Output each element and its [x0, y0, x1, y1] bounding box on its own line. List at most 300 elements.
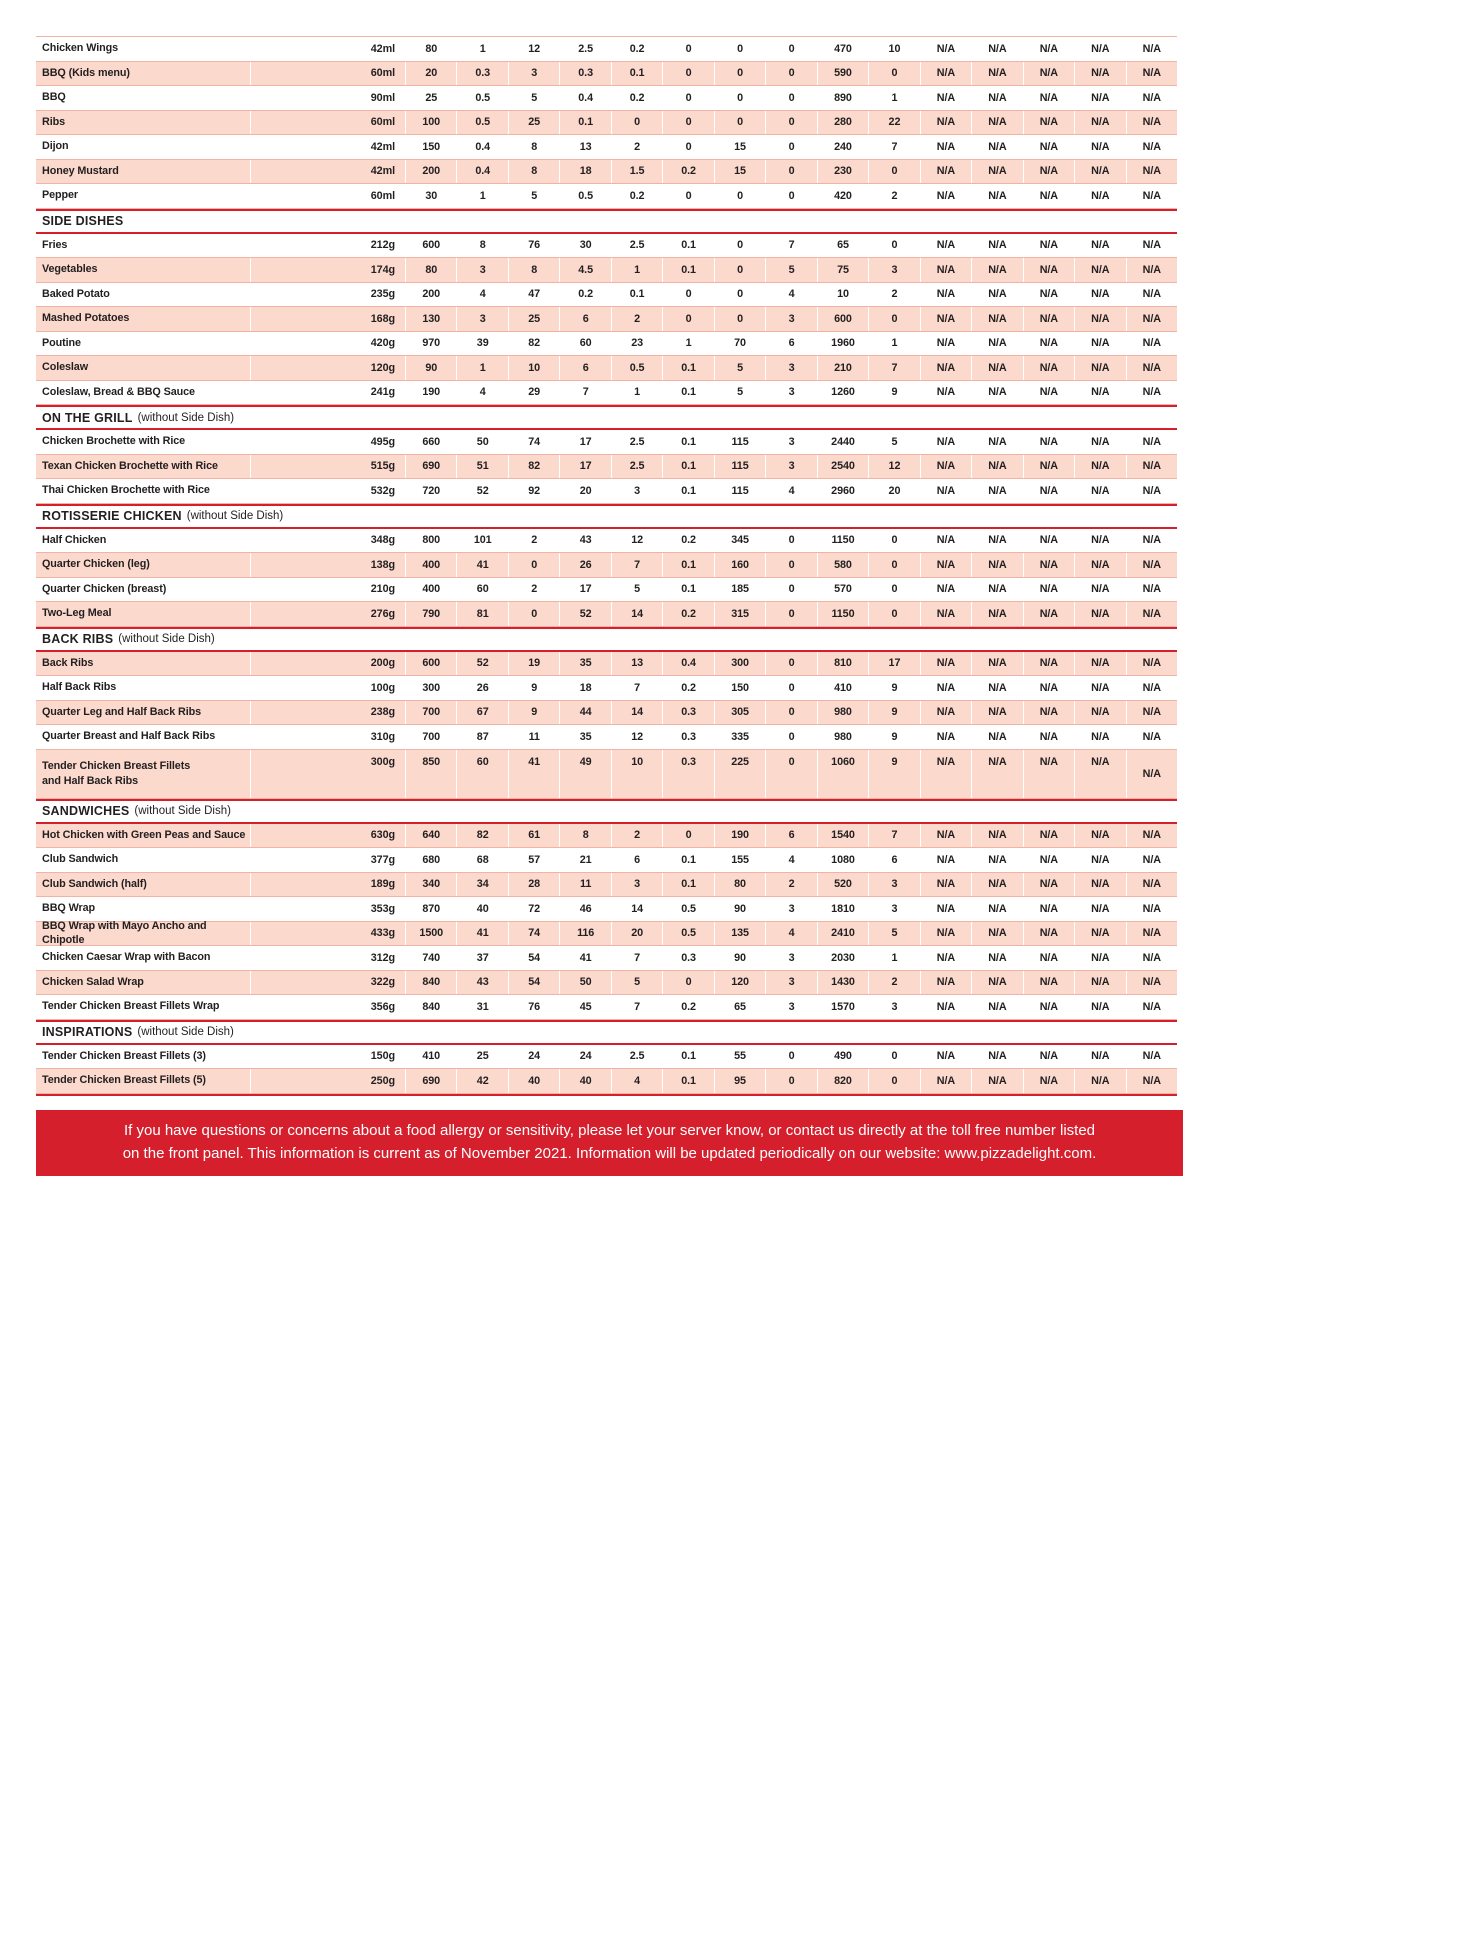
nutrient-value-cell: 10	[817, 283, 868, 307]
table-row	[36, 234, 1177, 259]
nutrient-value-cell: N/A	[971, 995, 1022, 1019]
nutrient-value-cell: N/A	[1126, 676, 1177, 700]
nutrient-value-cell: 3	[765, 307, 816, 331]
nutrient-value-cell: 7	[868, 135, 919, 159]
nutrient-value-cell: 3	[456, 258, 507, 282]
nutrient-value-cell: N/A	[1023, 160, 1074, 184]
nutrient-value-cell: 52	[559, 602, 610, 626]
nutrient-value-cell: 520	[817, 873, 868, 897]
nutrient-value-cell: 25	[405, 86, 456, 110]
nutrient-value-cell: N/A	[971, 725, 1022, 749]
nutrient-value-cell: 600	[405, 652, 456, 676]
nutrient-value-cell: N/A	[1023, 529, 1074, 553]
nutrient-value-cell: N/A	[1074, 750, 1125, 798]
table-row	[36, 37, 1177, 62]
serving-size-cell: 312g	[250, 946, 405, 970]
nutrient-value-cell: 12	[611, 529, 662, 553]
nutrient-value-cell: 5	[508, 86, 559, 110]
nutrient-value-cell: 26	[456, 676, 507, 700]
nutrient-value-cell: 31	[456, 995, 507, 1019]
nutrient-value-cell: N/A	[920, 1069, 971, 1093]
nutrient-value-cell: 19	[508, 652, 559, 676]
serving-size-cell: 356g	[250, 995, 405, 1019]
nutrient-value-cell: 0.4	[662, 652, 713, 676]
nutrient-value-cell: 70	[714, 332, 765, 356]
item-name: Vegetables	[42, 263, 98, 276]
nutrient-value-cell: 0.1	[662, 234, 713, 258]
nutrient-value-cell: N/A	[1023, 62, 1074, 86]
nutrient-value-cell: N/A	[971, 873, 1022, 897]
nutrient-value-cell: 67	[456, 701, 507, 725]
nutrient-value-cell: 3	[765, 971, 816, 995]
nutrient-value-cell: 0.1	[662, 258, 713, 282]
nutrient-value-cell: 210	[817, 356, 868, 380]
nutrient-value-cell: 25	[456, 1045, 507, 1069]
serving-size-cell: 322g	[250, 971, 405, 995]
nutrient-value-cell: 40	[456, 897, 507, 921]
nutrient-value-cell: 0.3	[662, 946, 713, 970]
table-row	[36, 529, 1177, 554]
nutrient-value-cell: 1150	[817, 602, 868, 626]
nutrient-value-cell: 95	[714, 1069, 765, 1093]
nutrient-value-cell: 0.5	[559, 184, 610, 208]
nutrient-value-cell: N/A	[1126, 135, 1177, 159]
nutrient-value-cell: N/A	[971, 111, 1022, 135]
nutrient-value-cell: 7	[611, 946, 662, 970]
item-name: Pepper	[42, 189, 79, 202]
nutrition-table	[36, 36, 1177, 1096]
nutrient-value-cell: 35	[559, 652, 610, 676]
table-row	[36, 1069, 1177, 1094]
nutrient-value-cell: 15	[714, 160, 765, 184]
nutrient-value-cell: 0	[765, 578, 816, 602]
nutrient-value-cell: 54	[508, 971, 559, 995]
nutrient-value-cell: N/A	[1126, 283, 1177, 307]
table-row	[36, 283, 1177, 308]
section-header-row	[36, 799, 1177, 824]
nutrient-value-cell: N/A	[971, 578, 1022, 602]
nutrient-value-cell: N/A	[1023, 356, 1074, 380]
nutrient-value-cell: 115	[714, 455, 765, 479]
nutrient-value-cell: N/A	[1074, 578, 1125, 602]
nutrient-value-cell: 9	[868, 725, 919, 749]
nutrient-value-cell: 0.1	[662, 873, 713, 897]
nutrient-value-cell: 61	[508, 824, 559, 848]
nutrient-value-cell: 72	[508, 897, 559, 921]
nutrient-value-cell: N/A	[920, 258, 971, 282]
nutrient-value-cell: 90	[714, 897, 765, 921]
serving-size-cell: 310g	[250, 725, 405, 749]
nutrient-value-cell: 4	[611, 1069, 662, 1093]
serving-size-cell: 42ml	[250, 160, 405, 184]
serving-size-cell: 515g	[250, 455, 405, 479]
nutrient-value-cell: 4	[765, 283, 816, 307]
nutrient-value-cell: N/A	[1023, 258, 1074, 282]
section-header-row	[36, 209, 1177, 234]
nutrient-value-cell: N/A	[1126, 701, 1177, 725]
nutrient-value-cell: 0	[662, 307, 713, 331]
nutrient-value-cell: N/A	[1126, 1069, 1177, 1093]
nutrient-value-cell: 0.1	[662, 1045, 713, 1069]
nutrient-value-cell: N/A	[1074, 135, 1125, 159]
nutrient-value-cell: 890	[817, 86, 868, 110]
serving-size-cell: 60ml	[250, 62, 405, 86]
nutrient-value-cell: 7	[611, 553, 662, 577]
nutrient-value-cell: 3	[765, 430, 816, 454]
nutrient-value-cell: 0	[714, 258, 765, 282]
nutrient-value-cell: N/A	[1074, 86, 1125, 110]
nutrient-value-cell: 10	[508, 356, 559, 380]
item-name: Club Sandwich	[42, 853, 119, 866]
nutrient-value-cell: 2	[611, 307, 662, 331]
nutrient-value-cell: 0.2	[662, 676, 713, 700]
nutrient-value-cell: 3	[765, 897, 816, 921]
nutrient-value-cell: 2.5	[611, 455, 662, 479]
nutrient-value-cell: 22	[868, 111, 919, 135]
nutrient-value-cell: 10	[611, 750, 662, 798]
nutrient-value-cell: N/A	[1126, 455, 1177, 479]
nutrient-value-cell: N/A	[1074, 971, 1125, 995]
serving-size-cell: 235g	[250, 283, 405, 307]
nutrient-value-cell: 45	[559, 995, 610, 1019]
nutrient-value-cell: 2410	[817, 922, 868, 946]
nutrient-value-cell: N/A	[1074, 602, 1125, 626]
nutrient-value-cell: N/A	[920, 971, 971, 995]
item-name: Quarter Leg and Half Back Ribs	[42, 705, 201, 718]
nutrient-value-cell: 0	[662, 971, 713, 995]
serving-size-cell: 168g	[250, 307, 405, 331]
nutrient-value-cell: 9	[868, 750, 919, 798]
nutrient-value-cell: 0	[714, 37, 765, 61]
nutrient-value-cell: N/A	[1074, 111, 1125, 135]
table-row	[36, 135, 1177, 160]
nutrient-value-cell: 2.5	[611, 234, 662, 258]
nutrient-value-cell: 87	[456, 725, 507, 749]
nutrient-value-cell: 29	[508, 381, 559, 405]
item-name: BBQ Wrap	[42, 902, 95, 915]
nutrient-value-cell: N/A	[1023, 332, 1074, 356]
nutrient-value-cell: 35	[559, 725, 610, 749]
item-name: Quarter Chicken (leg)	[42, 558, 150, 571]
nutrient-value-cell: N/A	[1023, 553, 1074, 577]
nutrient-value-cell: 600	[817, 307, 868, 331]
nutrient-value-cell: N/A	[971, 602, 1022, 626]
nutrient-value-cell: N/A	[1074, 824, 1125, 848]
table-row	[36, 578, 1177, 603]
nutrient-value-cell: 52	[456, 479, 507, 503]
nutrient-value-cell: 1	[611, 258, 662, 282]
nutrient-value-cell: 0	[662, 283, 713, 307]
item-name: Texan Chicken Brochette with Rice	[42, 459, 218, 472]
item-name-line1: Tender Chicken Breast Fillets	[42, 759, 191, 772]
nutrient-value-cell: 13	[559, 135, 610, 159]
nutrient-value-cell: 8	[456, 234, 507, 258]
nutrient-value-cell: 840	[405, 995, 456, 1019]
serving-size-cell: 630g	[250, 824, 405, 848]
nutrient-value-cell: 25	[508, 307, 559, 331]
nutrient-value-cell: N/A	[1126, 922, 1177, 946]
nutrient-value-cell: 17	[559, 455, 610, 479]
table-row	[36, 184, 1177, 209]
nutrient-value-cell: 0.2	[662, 160, 713, 184]
nutrient-value-cell: 2.5	[611, 1045, 662, 1069]
nutrient-value-cell: N/A	[1126, 946, 1177, 970]
nutrient-value-cell: 4.5	[559, 258, 610, 282]
nutrient-value-cell: 240	[817, 135, 868, 159]
nutrient-value-cell: N/A	[1126, 995, 1177, 1019]
nutrient-value-cell: 41	[559, 946, 610, 970]
nutrient-value-cell: 50	[456, 430, 507, 454]
nutrient-value-cell: 11	[508, 725, 559, 749]
nutrient-value-cell: N/A	[1023, 848, 1074, 872]
nutrient-value-cell: 9	[868, 381, 919, 405]
serving-size-cell: 433g	[250, 922, 405, 946]
nutrient-value-cell: 49	[559, 750, 610, 798]
nutrient-value-cell: 51	[456, 455, 507, 479]
serving-size-cell: 532g	[250, 479, 405, 503]
serving-size-cell: 420g	[250, 332, 405, 356]
item-name: BBQ (Kids menu)	[42, 66, 130, 79]
nutrient-value-cell: 1	[456, 184, 507, 208]
nutrient-value-cell: 4	[765, 479, 816, 503]
nutrient-value-cell: N/A	[971, 283, 1022, 307]
nutrient-value-cell: 0	[714, 111, 765, 135]
nutrient-value-cell: 0	[662, 824, 713, 848]
nutrient-value-cell: N/A	[1074, 553, 1125, 577]
nutrient-value-cell: 0	[714, 283, 765, 307]
nutrient-value-cell: 5	[714, 356, 765, 380]
item-name: Club Sandwich (half)	[42, 877, 147, 890]
nutrient-value-cell: 0	[714, 307, 765, 331]
nutrient-value-cell: 3	[508, 62, 559, 86]
section-header-row	[36, 405, 1177, 430]
nutrient-value-cell: N/A	[920, 381, 971, 405]
nutrient-value-cell: N/A	[971, 652, 1022, 676]
nutrient-value-cell: 160	[714, 553, 765, 577]
nutrient-value-cell: 190	[714, 824, 765, 848]
nutrient-value-cell: 5	[611, 971, 662, 995]
nutrient-value-cell: 2	[868, 184, 919, 208]
nutrient-value-cell: 4	[456, 283, 507, 307]
nutrient-value-cell: 0.1	[662, 381, 713, 405]
nutrient-value-cell: 0	[765, 1045, 816, 1069]
nutrient-value-cell: N/A	[1074, 529, 1125, 553]
nutrient-value-cell: N/A	[1023, 430, 1074, 454]
nutrient-value-cell: N/A	[971, 307, 1022, 331]
serving-size-cell: 120g	[250, 356, 405, 380]
nutrient-value-cell: 980	[817, 725, 868, 749]
nutrient-value-cell: 490	[817, 1045, 868, 1069]
serving-size-cell: 276g	[250, 602, 405, 626]
table-row	[36, 258, 1177, 283]
nutrient-value-cell: 1960	[817, 332, 868, 356]
nutrient-value-cell: 0.3	[662, 725, 713, 749]
nutrient-value-cell: 690	[405, 1069, 456, 1093]
nutrient-value-cell: N/A	[1126, 332, 1177, 356]
nutrient-value-cell: N/A	[971, 529, 1022, 553]
nutrient-value-cell: 3	[765, 995, 816, 1019]
item-name: Back Ribs	[42, 656, 94, 669]
nutrient-value-cell: 101	[456, 529, 507, 553]
nutrient-value-cell: 300	[405, 676, 456, 700]
nutrient-value-cell: 4	[765, 848, 816, 872]
nutrient-value-cell: 5	[765, 258, 816, 282]
nutrient-value-cell: 6	[765, 824, 816, 848]
nutrient-value-cell: 75	[817, 258, 868, 282]
nutrient-value-cell: 0.1	[559, 111, 610, 135]
nutrient-value-cell: 41	[508, 750, 559, 798]
nutrient-value-cell: N/A	[971, 356, 1022, 380]
nutrient-value-cell: 700	[405, 725, 456, 749]
item-name: Honey Mustard	[42, 164, 119, 177]
nutrient-value-cell: N/A	[920, 602, 971, 626]
table-row	[36, 1045, 1177, 1070]
nutrient-value-cell: N/A	[1074, 946, 1125, 970]
nutrient-value-cell: 42	[456, 1069, 507, 1093]
nutrient-value-cell: 0.3	[559, 62, 610, 86]
nutrient-value-cell: 68	[456, 848, 507, 872]
nutrient-value-cell: 590	[817, 62, 868, 86]
nutrient-value-cell: N/A	[1126, 725, 1177, 749]
serving-size-cell: 42ml	[250, 37, 405, 61]
table-row	[36, 430, 1177, 455]
nutrient-value-cell: N/A	[1074, 676, 1125, 700]
serving-size-cell: 238g	[250, 701, 405, 725]
nutrient-value-cell: 2030	[817, 946, 868, 970]
nutrient-value-cell: 0	[765, 725, 816, 749]
nutrient-value-cell: 10	[868, 37, 919, 61]
nutrient-value-cell: N/A	[1023, 1045, 1074, 1069]
nutrient-value-cell: 6	[611, 848, 662, 872]
nutrient-value-cell: 0	[868, 234, 919, 258]
serving-size-cell: 495g	[250, 430, 405, 454]
nutrient-value-cell: N/A	[1074, 479, 1125, 503]
nutrient-value-cell: 12	[508, 37, 559, 61]
nutrient-value-cell: N/A	[920, 283, 971, 307]
nutrient-value-cell: 25	[508, 111, 559, 135]
table-row	[36, 381, 1177, 406]
nutrient-value-cell: 3	[868, 873, 919, 897]
table-row	[36, 332, 1177, 357]
nutrient-value-cell: N/A	[971, 553, 1022, 577]
nutrient-value-cell: 12	[611, 725, 662, 749]
nutrient-value-cell: N/A	[971, 1045, 1022, 1069]
nutrient-value-cell: 0	[662, 62, 713, 86]
nutrient-value-cell: 24	[508, 1045, 559, 1069]
nutrient-value-cell: N/A	[920, 578, 971, 602]
nutrient-value-cell: 1260	[817, 381, 868, 405]
nutrient-value-cell: 0.4	[456, 160, 507, 184]
nutrient-value-cell: 37	[456, 946, 507, 970]
nutrient-value-cell: 43	[559, 529, 610, 553]
nutrient-value-cell: N/A	[920, 750, 971, 798]
nutrient-value-cell: 0	[508, 602, 559, 626]
item-name: Tender Chicken Breast Fillets (3)	[42, 1049, 206, 1062]
nutrient-value-cell: 305	[714, 701, 765, 725]
nutrient-value-cell: 2	[611, 824, 662, 848]
nutrient-value-cell: N/A	[1126, 553, 1177, 577]
serving-size-cell: 100g	[250, 676, 405, 700]
nutrient-value-cell: 130	[405, 307, 456, 331]
nutrient-value-cell: 23	[611, 332, 662, 356]
nutrient-value-cell: 400	[405, 578, 456, 602]
item-name: Half Chicken	[42, 533, 107, 546]
table-row	[36, 676, 1177, 701]
nutrient-value-cell: 335	[714, 725, 765, 749]
table-row	[36, 602, 1177, 627]
table-row	[36, 848, 1177, 873]
nutrient-value-cell: 680	[405, 848, 456, 872]
nutrient-value-cell: N/A	[1126, 578, 1177, 602]
nutrient-value-cell: 39	[456, 332, 507, 356]
nutrient-value-cell: 20	[559, 479, 610, 503]
nutrient-value-cell: N/A	[920, 479, 971, 503]
nutrient-value-cell: 0	[662, 184, 713, 208]
table-row	[36, 356, 1177, 381]
nutrient-value-cell: N/A	[1074, 430, 1125, 454]
nutrient-value-cell: N/A	[1074, 455, 1125, 479]
nutrient-value-cell: N/A	[1023, 381, 1074, 405]
table-row	[36, 553, 1177, 578]
serving-size-cell: 60ml	[250, 111, 405, 135]
section-subtitle: (without Side Dish)	[186, 510, 284, 522]
nutrient-value-cell: 28	[508, 873, 559, 897]
nutrient-value-cell: 410	[817, 676, 868, 700]
nutrient-value-cell: 3	[456, 307, 507, 331]
nutrient-value-cell: N/A	[1023, 86, 1074, 110]
nutrient-value-cell: 0	[714, 62, 765, 86]
nutrient-value-cell: 0	[662, 37, 713, 61]
nutrient-value-cell: 0	[765, 652, 816, 676]
nutrient-value-cell: 135	[714, 922, 765, 946]
nutrient-value-cell: N/A	[1023, 135, 1074, 159]
nutrient-value-cell: 150	[714, 676, 765, 700]
nutrient-value-cell: 7	[765, 234, 816, 258]
nutrient-value-cell: 225	[714, 750, 765, 798]
nutrient-value-cell: 570	[817, 578, 868, 602]
nutrient-value-cell: 14	[611, 701, 662, 725]
table-row	[36, 873, 1177, 898]
nutrient-value-cell: 34	[456, 873, 507, 897]
nutrient-value-cell: N/A	[1126, 750, 1177, 798]
nutrient-value-cell: 0.5	[662, 897, 713, 921]
serving-size-cell: 241g	[250, 381, 405, 405]
nutrient-value-cell: N/A	[1126, 479, 1177, 503]
nutrient-value-cell: N/A	[920, 184, 971, 208]
nutrient-value-cell: 8	[508, 160, 559, 184]
nutrient-value-cell: 7	[611, 676, 662, 700]
nutrient-value-cell: 0	[868, 578, 919, 602]
nutrient-value-cell: 0	[765, 111, 816, 135]
table-row	[36, 62, 1177, 87]
nutrient-value-cell: 470	[817, 37, 868, 61]
serving-size-cell: 250g	[250, 1069, 405, 1093]
nutrient-value-cell: 20	[611, 922, 662, 946]
nutrient-value-cell: 60	[456, 750, 507, 798]
serving-size-cell: 212g	[250, 234, 405, 258]
section-title: ROTISSERIE CHICKEN	[42, 509, 182, 523]
nutrient-value-cell: 5	[611, 578, 662, 602]
section-subtitle: (without Side Dish)	[137, 1026, 234, 1038]
nutrient-value-cell: 60	[456, 578, 507, 602]
nutrient-value-cell: 115	[714, 430, 765, 454]
nutrient-value-cell: 850	[405, 750, 456, 798]
nutrient-value-cell: 0	[765, 160, 816, 184]
nutrient-value-cell: 0	[765, 602, 816, 626]
nutrient-value-cell: 81	[456, 602, 507, 626]
table-row	[36, 479, 1177, 504]
nutrient-value-cell: 2.5	[559, 37, 610, 61]
